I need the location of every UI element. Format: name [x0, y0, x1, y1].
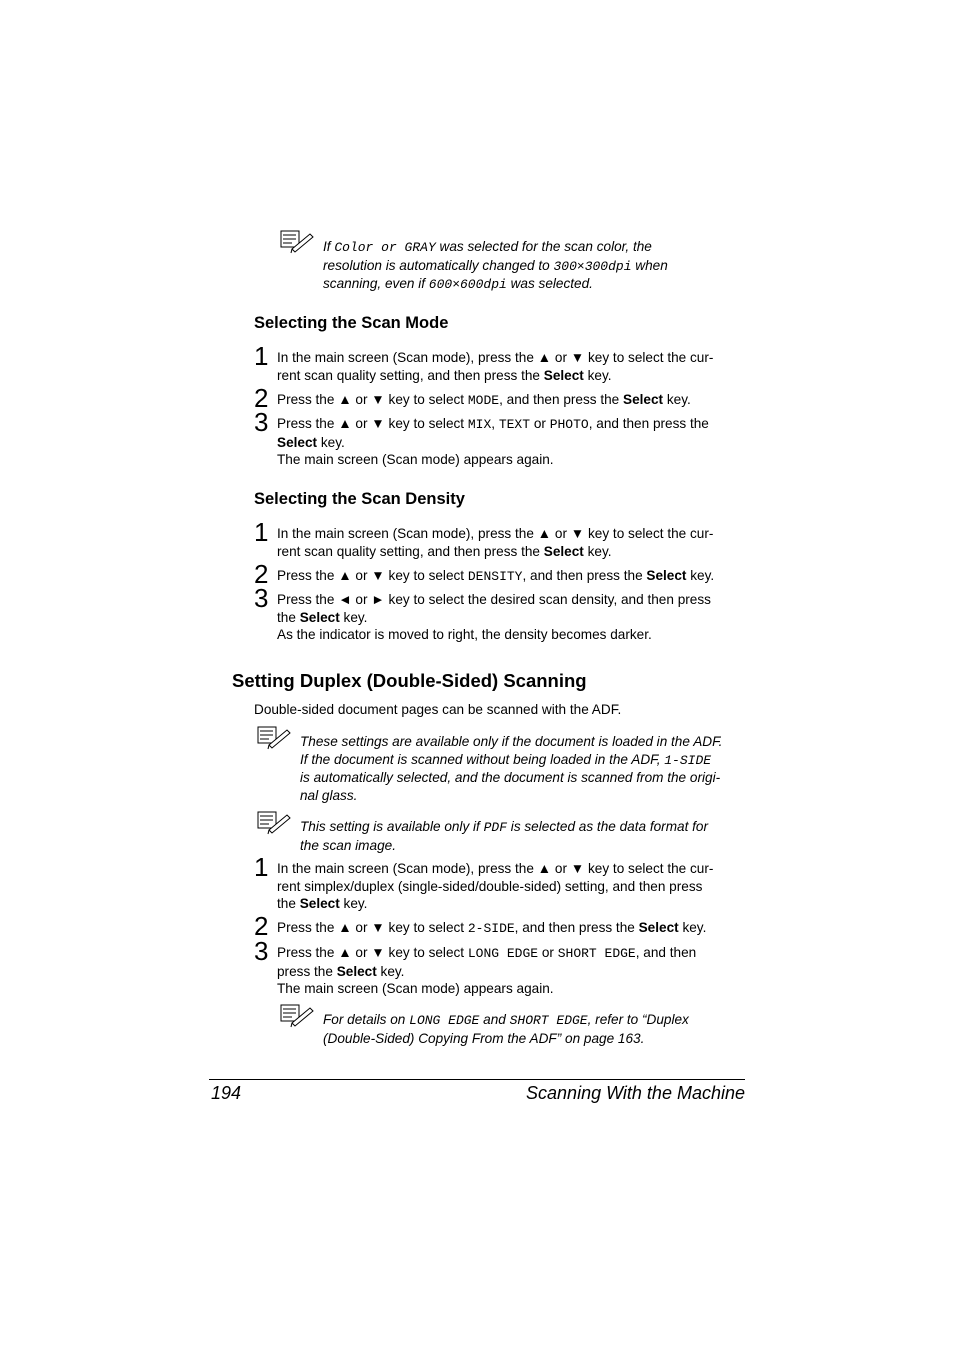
intro-text: Double-sided document pages can be scanned with the ADF. [254, 702, 622, 717]
note-pencil-icon [257, 726, 291, 750]
note-text: These settings are available only if the document is loaded in the ADF. If the document is scanned without being loaded in the ADF, 1-SIDE is automatically selected, and the document is scanned from the origi- nal glass. [300, 734, 723, 803]
step-number: 2 [254, 383, 269, 413]
step-number: 1 [254, 852, 269, 882]
step-text: Press the ▲ or ▼ key to select MODE, and then press the Select key. [277, 392, 691, 408]
note-pencil-icon [257, 811, 291, 835]
step-number: 2 [254, 911, 269, 941]
note-text: If Color or GRAY was selected for the scan color, the resolution is automatically changed to 300×300dpi when scanning, even if 600×600dpi was selected. [323, 239, 668, 292]
step-number: 3 [254, 936, 269, 966]
step-text: In the main screen (Scan mode), press the ▲ or ▼ key to select the cur- rent scan quality setting, and then press the Select key. [277, 526, 714, 559]
step-text: Press the ◄ or ► key to select the desired scan density, and then press the Select key. As the indicator is moved to right, the density becomes darker. [277, 592, 711, 642]
note-pencil-icon [280, 230, 314, 254]
step-text: Press the ▲ or ▼ key to select MIX, TEXT or PHOTO, and then press the Select key. The main screen (Scan mode) appears again. [277, 416, 709, 467]
step-text: Press the ▲ or ▼ key to select LONG EDGE or SHORT EDGE, and then press the Select key. The main screen (Scan mode) appears again. [277, 945, 697, 996]
note-text: This setting is available only if PDF is selected as the data format for the scan image. [300, 819, 709, 853]
footer-rule [209, 1079, 745, 1080]
section-heading: Setting Duplex (Double-Sided) Scanning [232, 670, 587, 691]
step-number: 3 [254, 407, 269, 437]
footer-title: Scanning With the Machine [526, 1083, 745, 1103]
step-number: 1 [254, 517, 269, 547]
step-text: In the main screen (Scan mode), press the ▲ or ▼ key to select the cur- rent scan quality setting, and then press the Select key. [277, 350, 714, 383]
step-text: Press the ▲ or ▼ key to select DENSITY, and then press the Select key. [277, 568, 715, 584]
section-heading: Selecting the Scan Mode [254, 314, 449, 332]
step-text: Press the ▲ or ▼ key to select 2-SIDE, and then press the Select key. [277, 920, 707, 936]
note-text: For details on LONG EDGE and SHORT EDGE, refer to “Duplex (Double-Sided) Copying From the ADF” on page 163. [323, 1012, 689, 1046]
page-number: 194 [211, 1083, 242, 1103]
step-text: In the main screen (Scan mode), press the ▲ or ▼ key to select the cur- rent simplex/duplex (single-sided/double-sided) setting, and then press the Select key. [277, 861, 714, 911]
step-number: 1 [254, 341, 269, 371]
step-number: 2 [254, 559, 269, 589]
section-heading: Selecting the Scan Density [254, 490, 465, 508]
note-pencil-icon [280, 1004, 314, 1028]
step-number: 3 [254, 583, 269, 613]
